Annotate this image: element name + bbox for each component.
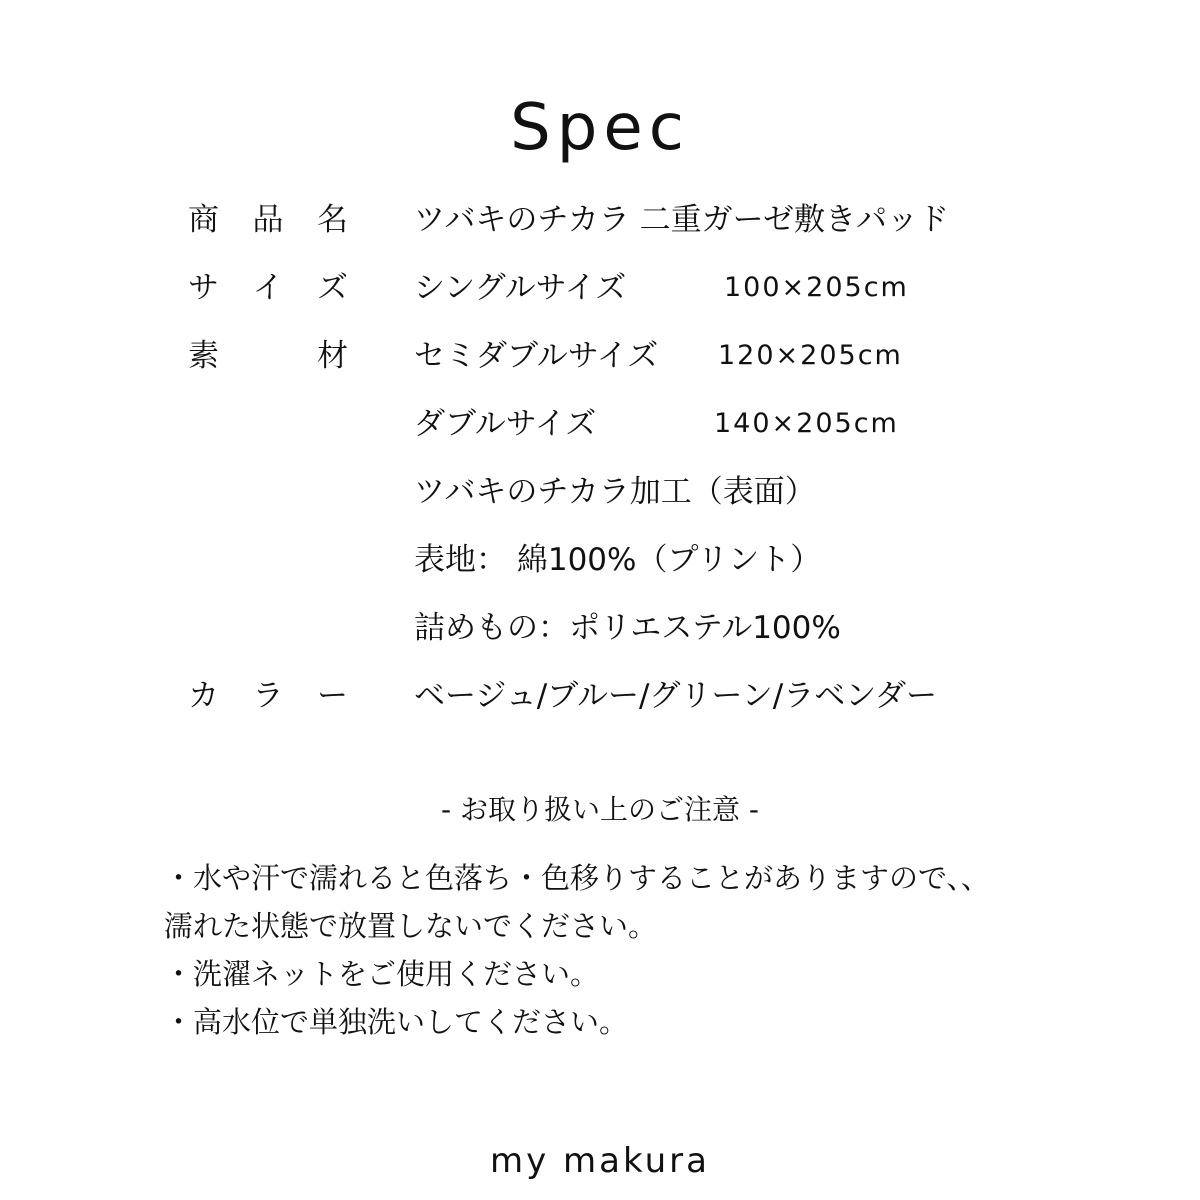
spec-value-product-name: ツバキのチカラ 二重ガーゼ敷きパッド <box>414 202 949 238</box>
label-char: イ <box>252 270 284 306</box>
size-dimension: 100×205cm <box>724 272 909 303</box>
material-line: 表地： 綿100%（プリント） <box>414 542 822 578</box>
notice-line: ・水や汗で濡れると色落ち・色移りすることがありますので、、 <box>164 861 990 895</box>
label-char: ラ <box>252 678 284 714</box>
size-name: シングルサイズ <box>414 270 627 306</box>
label-char: 品 <box>252 202 284 238</box>
material-line: ツバキのチカラ加工（表面） <box>414 474 816 510</box>
notice-line: ・高水位で単独洗いしてください。 <box>164 1005 629 1039</box>
notice-heading: - お取り扱い上のご注意 - <box>440 793 759 826</box>
notice-line: 濡れた状態で放置しないでください。 <box>164 909 658 943</box>
brand-logo-text: my makura <box>489 1141 710 1181</box>
spec-row-material-3 <box>0 604 1200 652</box>
label-char: サ <box>188 270 219 306</box>
label-char: ズ <box>317 270 348 306</box>
spec-row-material-2 <box>0 536 1200 584</box>
label-char: 名 <box>317 202 348 238</box>
spec-value-color: ベージュ/ブルー/グリーン/ラベンダー <box>414 678 937 714</box>
spec-row-product-name <box>0 196 1200 244</box>
notice-line: ・洗濯ネットをご使用ください。 <box>164 957 600 991</box>
page-title: Spec <box>510 91 690 165</box>
spec-label-product-name <box>188 196 348 244</box>
label-char: カ <box>188 678 219 714</box>
label-char: 商 <box>188 202 219 238</box>
spec-label-material <box>188 332 348 380</box>
label-char: 材 <box>317 338 348 374</box>
size-dimension: 120×205cm <box>718 340 903 371</box>
spec-row-color <box>0 672 1200 720</box>
label-char: 素 <box>188 338 219 374</box>
size-name: ダブルサイズ <box>414 406 597 442</box>
size-name: セミダブルサイズ <box>414 338 659 374</box>
spec-row-material-1 <box>0 468 1200 516</box>
material-line: 詰めもの：ポリエステル100% <box>414 610 841 646</box>
size-dimension: 140×205cm <box>714 408 899 439</box>
label-char: ー <box>317 678 348 714</box>
spec-row-size-semidouble <box>0 332 1200 380</box>
spec-label-size <box>188 264 348 312</box>
spec-row-size-single <box>0 264 1200 312</box>
spec-row-size-double <box>0 400 1200 448</box>
spec-label-color <box>188 672 348 720</box>
